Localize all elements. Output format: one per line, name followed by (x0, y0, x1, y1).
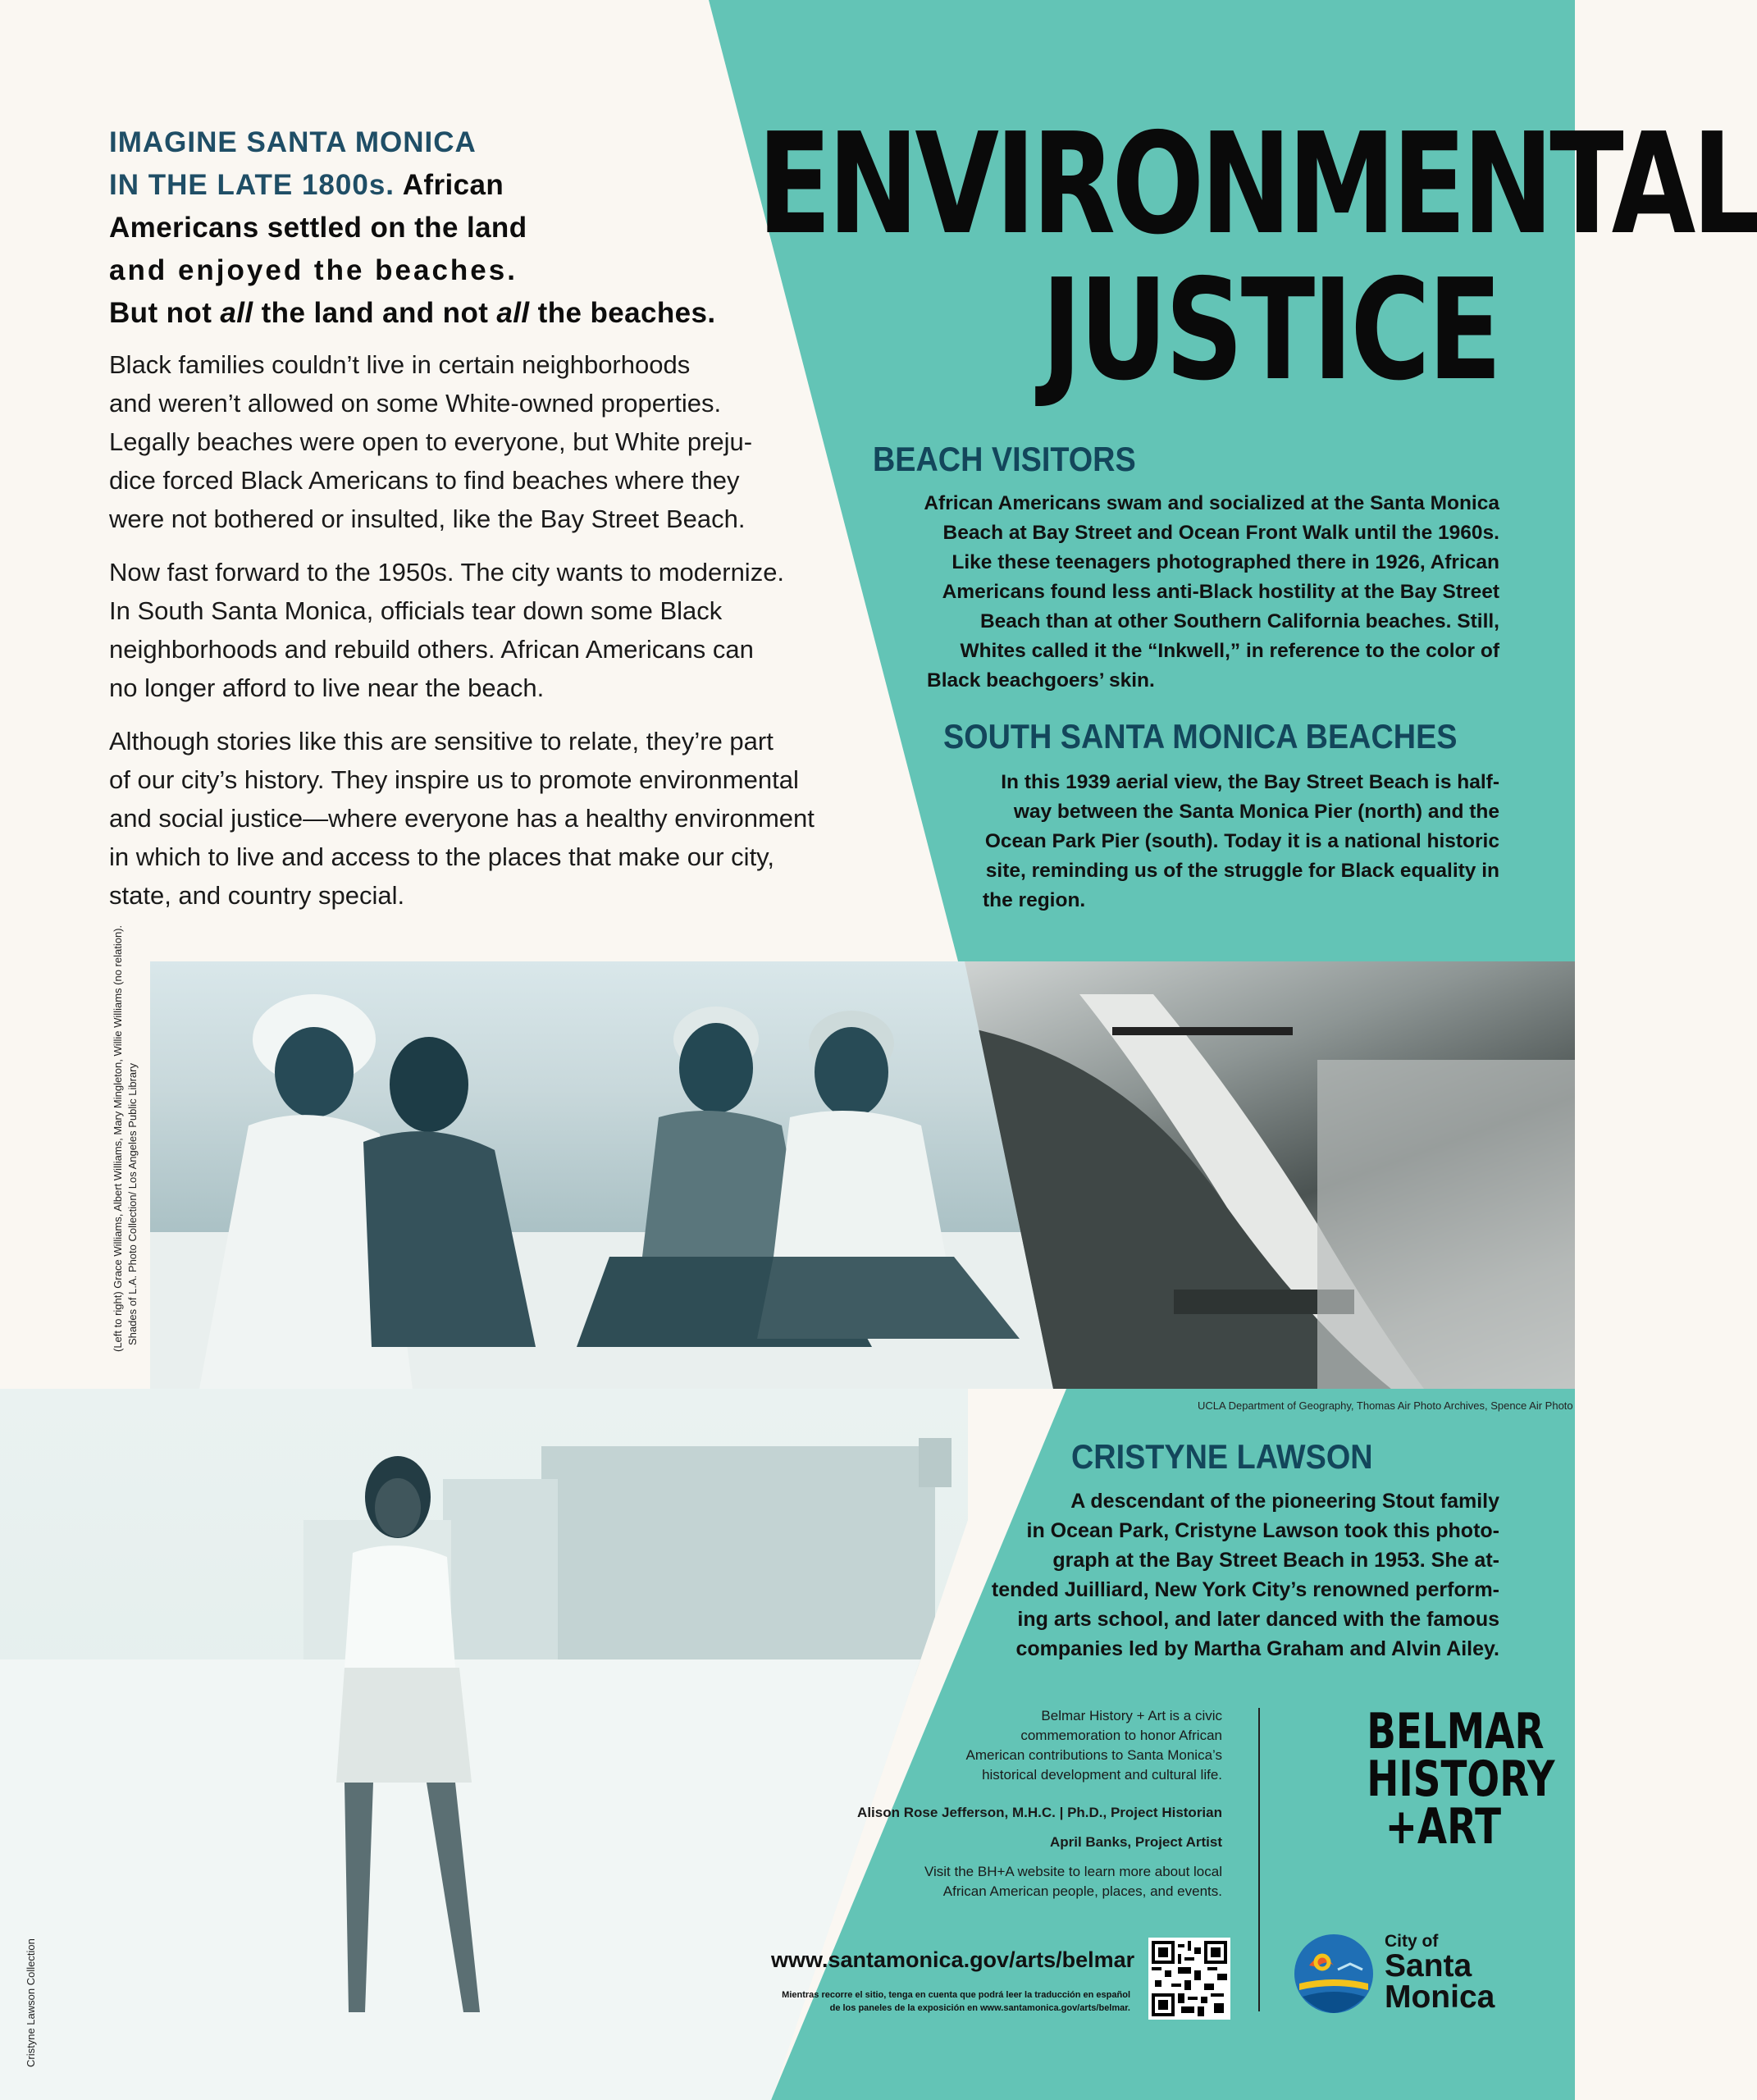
cl-line: in Ocean Park, Cristyne Lawson took this photo- (1026, 1519, 1499, 1542)
logo-line: BELMAR (1367, 1703, 1545, 1760)
p3-line: and social justice—where everyone has a healthy environment (109, 804, 815, 833)
about-belmar-text (894, 1706, 1222, 1785)
south-beaches-text (943, 768, 1499, 915)
about-line: Belmar History + Art is a civic (1041, 1708, 1222, 1723)
cristyne-lawson-text (935, 1486, 1499, 1664)
bv-line: Black beachgoers’ skin. (927, 669, 1155, 692)
cl-line: A descendant of the pioneering Stout family (1070, 1490, 1499, 1513)
p1-line: Legally beaches were open to everyone, but White preju- (109, 427, 753, 456)
p3-line: in which to live and access to the places that make our city, (109, 842, 774, 871)
aerial-photo-credit: UCLA Department of Geography, Thomas Air Photo Archives, Spence Air Photo (1198, 1399, 1573, 1412)
intro-line5 (109, 292, 757, 335)
project-historian: Alison Rose Jefferson, M.H.C. | Ph.D., Project Historian (857, 1805, 1222, 1820)
spanish-line: de los paneles de la exposición en www.santamonica.gov/arts/belmar. (829, 2003, 1130, 2013)
lawson-photo-credit: Cristyne Lawson Collection (25, 1938, 37, 2067)
page-title-line2: JUSTICE (1041, 249, 1499, 412)
bv-line: African Americans swam and socialized at the Santa Monica (924, 492, 1499, 514)
ssm-line: way between the Santa Monica Pier (north) and the (1013, 801, 1499, 823)
p1-line: Black families couldn’t live in certain neighborhoods (109, 350, 691, 379)
logo-line: +ART (1385, 1798, 1501, 1856)
city-of-label: City of (1385, 1932, 1439, 1951)
visit-line: African American people, places, and events. (942, 1883, 1222, 1899)
bv-line: Like these teenagers photographed there in 1926, African (952, 551, 1499, 573)
intro-block (109, 121, 757, 335)
body-paragraph-3 (109, 722, 897, 915)
cl-line: companies led by Martha Graham and Alvin Ailey. (1015, 1637, 1499, 1660)
website-link[interactable]: www.santamonica.gov/arts/belmar (771, 1947, 1135, 1972)
spanish-note (722, 1988, 1130, 2015)
intro-line5-a: But not (109, 297, 221, 329)
logo-line: HISTORY (1367, 1751, 1555, 1808)
teens-photo-credit-2: Shades of L.A. Photo Collection/ Los Angeles Public Library (126, 1063, 139, 1345)
p3-line: state, and country special. (109, 881, 405, 910)
aerial-view-photo (965, 961, 1575, 1389)
city-monica: Monica (1385, 1979, 1495, 2015)
p2-line: In South Santa Monica, officials tear down some Black (109, 596, 723, 625)
south-beaches-heading: SOUTH SANTA MONICA BEACHES (943, 717, 1458, 756)
cl-line: ing arts school, and later danced with the famous (1017, 1608, 1499, 1631)
p3-line: of our city’s history. They inspire us to promote environmental (109, 765, 799, 794)
ssm-line: the region. (983, 889, 1086, 911)
footer-divider (1258, 1708, 1260, 2011)
visit-line: Visit the BH+A website to learn more about local (924, 1864, 1222, 1879)
intro-line4: and enjoyed the beaches. (109, 254, 518, 286)
p1-line: dice forced Black Americans to find beaches where they (109, 466, 740, 495)
belmar-history-art-logo (1367, 1703, 1555, 1856)
intro-line5-e: the beaches. (529, 297, 716, 329)
city-santa: Santa (1385, 1948, 1472, 1984)
qr-code[interactable] (1148, 1938, 1230, 2020)
teens-photo-credit-1: (Left to right) Grace Williams, Albert Williams, Mary Mingleton, Willie Williams (no relation). (112, 924, 124, 1352)
body-paragraph-2 (109, 553, 897, 707)
p2-line: neighborhoods and rebuild others. African Americans can (109, 635, 754, 664)
ssm-line: Ocean Park Pier (south). Today it is a national historic (984, 830, 1499, 852)
cristyne-lawson-heading: CRISTYNE LAWSON (1071, 1437, 1373, 1476)
bv-line: Beach at Bay Street and Ocean Front Walk until the 1960s. (942, 522, 1499, 544)
p3-line: Although stories like this are sensitive to relate, they’re part (109, 727, 774, 756)
p1-line: and weren’t allowed on some White-owned properties. (109, 389, 722, 418)
beach-visitors-text (869, 489, 1499, 696)
about-line: historical development and cultural life. (982, 1767, 1222, 1783)
visit-website-text (812, 1862, 1222, 1901)
teenagers-beach-photo (150, 961, 1065, 1389)
city-of-santa-monica-logo (1385, 1933, 1495, 2013)
page-title-line1: ENVIRONMENTAL (757, 103, 1757, 266)
p2-line: Now fast forward to the 1950s. The city wants to modernize. (109, 558, 785, 587)
intro-line5-c: the land and not (253, 297, 497, 329)
intro-lead-1: IMAGINE SANTA MONICA (109, 126, 477, 158)
project-artist: April Banks, Project Artist (1049, 1834, 1222, 1850)
bv-line: Whites called it the “Inkwell,” in reference to the color of (960, 640, 1499, 662)
about-line: commemoration to honor African (1020, 1728, 1222, 1743)
spanish-line: Mientras recorre el sitio, tenga en cuenta que podrá leer la traducción en español (782, 1990, 1130, 2000)
intro-lead-2: IN THE LATE 1800s. (109, 169, 395, 201)
ssm-line: In this 1939 aerial view, the Bay Street Beach is half- (1001, 771, 1499, 793)
body-paragraph-1 (109, 345, 897, 538)
santa-monica-seal-icon (1293, 1933, 1375, 2015)
intro-line5-b: all (220, 297, 253, 329)
intro-line5-d: all (496, 297, 530, 329)
cl-line: tended Juilliard, New York City’s renowned perform- (991, 1578, 1499, 1601)
ssm-line: site, reminding us of the struggle for Black equality in (985, 860, 1499, 882)
intro-line2-rest: African (402, 169, 504, 201)
bv-line: Beach than at other Southern California beaches. Still, (979, 610, 1499, 632)
p1-line: were not bothered or insulted, like the Bay Street Beach. (109, 504, 746, 533)
cl-line: graph at the Bay Street Beach in 1953. She at- (1052, 1549, 1499, 1572)
bv-line: Americans found less anti-Black hostility at the Bay Street (942, 581, 1499, 603)
p2-line: no longer afford to live near the beach. (109, 673, 545, 702)
about-line: American contributions to Santa Monica’s (965, 1747, 1222, 1763)
beach-visitors-heading: BEACH VISITORS (873, 440, 1136, 478)
intro-line3: Americans settled on the land (109, 212, 527, 244)
